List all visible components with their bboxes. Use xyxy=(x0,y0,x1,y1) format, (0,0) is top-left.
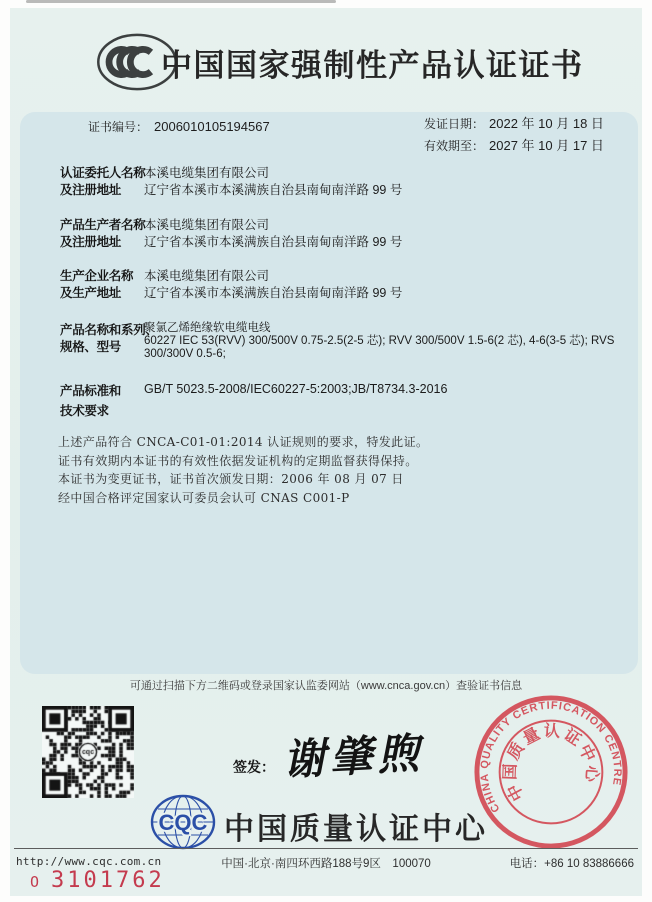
field-label: 生产企业名称 xyxy=(60,269,134,283)
field-value: 60227 IEC 53(RVV) 300/500V 0.75-2.5(2-5 芯); RVV 300/500V 1.5-6(2 芯), 4-6(3-5 芯); RVS 300/300V 0.5-6; xyxy=(144,335,615,360)
stamp-inner-text: 中国质量认证中心 xyxy=(501,722,602,804)
stamp-outer-text: CHINA QUALITY CERTIFICATION CENTRE xyxy=(478,699,624,815)
field-value: 聚氯乙烯绝缘软电缆电线 xyxy=(144,322,271,334)
statements-block xyxy=(58,436,428,510)
field-value: 辽宁省本溪市本溪满族自治县南甸南洋路 99 号 xyxy=(144,235,403,249)
field-manufacturer xyxy=(60,217,619,251)
field-product xyxy=(60,322,642,361)
certificate-number-label: 证书编号： xyxy=(88,120,149,134)
issue-date-value: 2022 年 10 月 18 日 xyxy=(489,116,604,131)
field-value: 本溪电缆集团有限公司 xyxy=(144,166,270,180)
valid-date-row xyxy=(424,135,604,157)
svg-text:CHINA QUALITY CERTIFICATION CE xyxy=(472,693,628,816)
field-label: 规格、型号 xyxy=(60,340,122,354)
field-applicant xyxy=(60,165,619,199)
valid-date-label: 有效期至： xyxy=(424,139,485,153)
field-value: 辽宁省本溪市本溪满族自治县南甸南洋路 99 号 xyxy=(144,183,403,197)
field-label: 产品生产者名称 xyxy=(60,218,146,232)
scan-artifact xyxy=(26,0,336,3)
certificate-dates xyxy=(424,113,604,157)
statement-line: 经中国合格评定国家认可委员会认可 CNAS C001-P xyxy=(58,490,350,505)
cqc-red-stamp xyxy=(472,693,630,851)
footer-address: 中国·北京·南四环西路188号9区 100070 xyxy=(221,858,431,870)
field-label: 产品名称和系列、 xyxy=(60,323,158,337)
org-name: 中国质量认证中心 xyxy=(224,813,488,846)
cqc-globe-icon xyxy=(150,794,216,850)
cqc-logo-letters: CQC xyxy=(158,810,208,835)
field-label: 产品标准和 xyxy=(60,384,122,398)
qr-code xyxy=(42,706,134,798)
field-label: 认证委托人名称 xyxy=(60,166,146,180)
footer-phone: 电话：+86 10 83886666 xyxy=(509,858,634,870)
issue-date-label: 发证日期： xyxy=(424,117,485,131)
field-standard xyxy=(60,381,619,421)
statement-line: 本证书为变更证书，证书首次颁发日期：2006 年 08 月 07 日 xyxy=(58,472,404,486)
signature-handwriting: 谢肇煦 xyxy=(281,728,426,785)
issue-date-row xyxy=(424,113,604,135)
certificate-number-value: 2006010105194567 xyxy=(154,119,270,134)
field-label: 及注册地址 xyxy=(60,183,122,197)
field-value: 本溪电缆集团有限公司 xyxy=(144,218,270,232)
serial-number xyxy=(30,868,165,893)
field-value: 本溪电缆集团有限公司 xyxy=(144,269,270,283)
field-label: 技术要求 xyxy=(60,404,109,418)
footer-divider xyxy=(14,848,638,849)
serial-prefix: O xyxy=(30,873,40,891)
field-value: 辽宁省本溪市本溪满族自治县南甸南洋路 99 号 xyxy=(144,286,403,300)
certificate-number xyxy=(88,118,270,135)
statement-line: 上述产品符合 CNCA-C01-01:2014 认证规则的要求，特发此证。 xyxy=(58,435,429,449)
serial-digits: 3101762 xyxy=(51,868,165,893)
field-value: GB/T 5023.5-2008/IEC60227-5:2003;JB/T8734.3-2016 xyxy=(144,382,448,396)
footer-website: http://www.cqc.com.cn xyxy=(16,855,162,868)
sign-label: 签发： xyxy=(233,760,275,776)
field-label: 及生产地址 xyxy=(60,286,122,300)
field-label: 及注册地址 xyxy=(60,235,122,249)
certificate-title: 中国国家强制性产品认证证书 xyxy=(161,48,584,83)
statement-line: 证书有效期内本证书的有效性依据发证机构的定期监督获得保持。 xyxy=(58,453,418,468)
valid-date-value: 2027 年 10 月 17 日 xyxy=(489,138,604,153)
field-factory xyxy=(60,268,619,302)
verify-note: 可通过扫描下方二维码或登录国家认监委网站（www.cnca.gov.cn）查验证书信息 xyxy=(129,680,523,692)
